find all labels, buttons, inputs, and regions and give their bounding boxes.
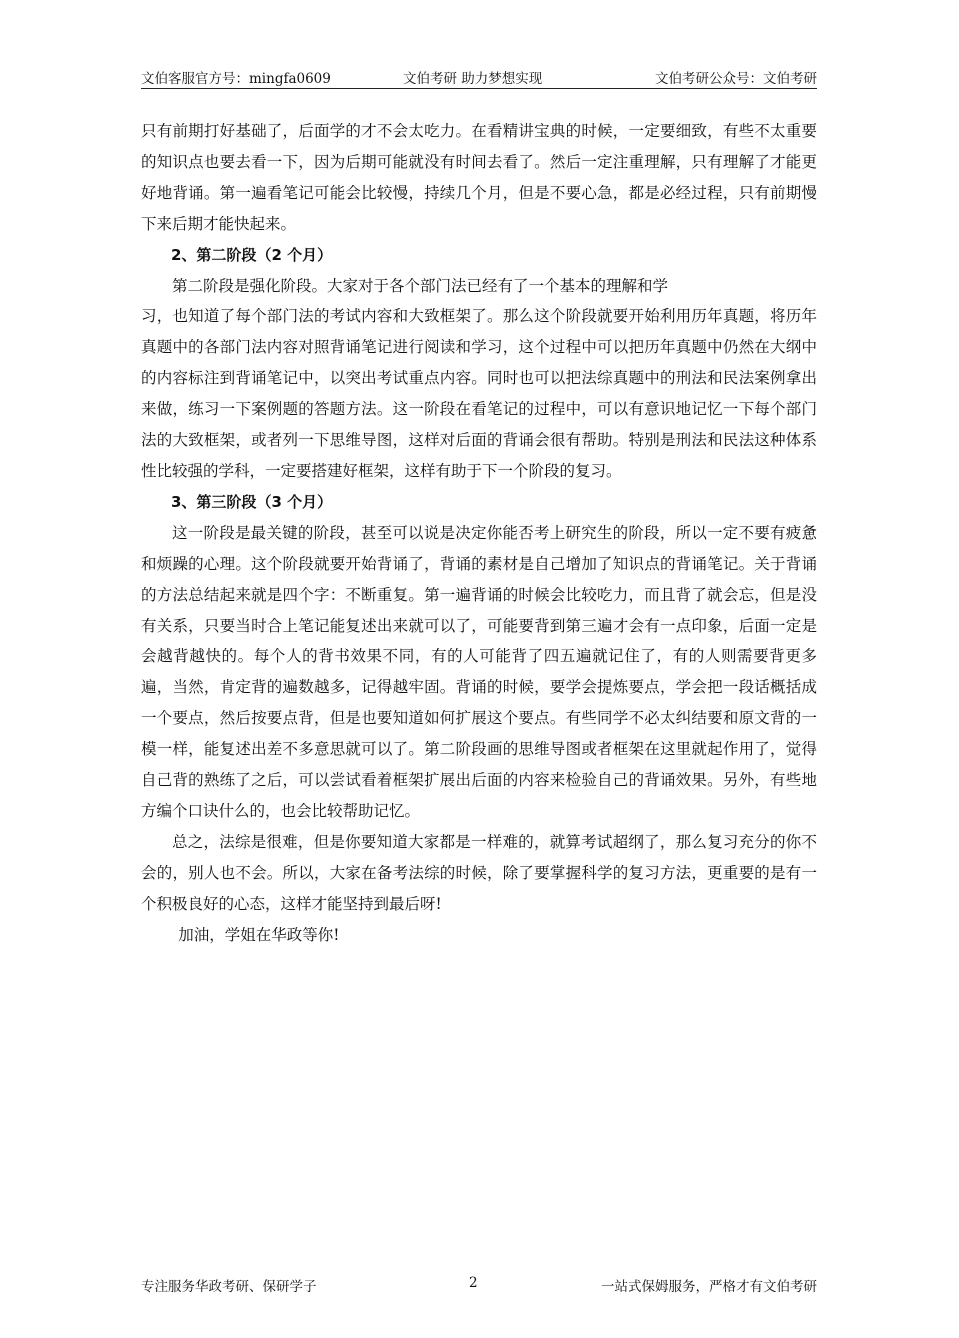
footer-tagline-right: 一站式保姆服务，严格才有文伯考研 <box>601 1279 817 1295</box>
header-service-account: 文伯客服官方号：mingfa0609 <box>141 71 331 87</box>
footer-tagline-left: 专注服务华政考研、保研学子 <box>141 1279 317 1295</box>
header-public-account: 文伯考研公众号：文伯考研 <box>655 71 817 87</box>
paragraph-stage-one-end: 只有前期打好基础了，后面学的才不会太吃力。在看精讲宝典的时候，一定要细致，有些不太重要的知识点也要去看一下，因为后期可能就没有时间去看了。然后一定注重理解，只有理解了才能更好地背诵。第一遍看笔记可能会比较慢，持续几个月，但是不要心急，都是必经过程，只有前期慢下来后期才能快起来。 <box>141 122 817 233</box>
paragraph-stage-three: 这一阶段是最关键的阶段，甚至可以说是决定你能否考上研究生的阶段，所以一定不要有疲惫和烦躁的心理。这个阶段就要开始背诵了，背诵的素材是自己增加了知识点的背诵笔记。关于背诵的方法总结起来就是四个字：不断重复。第一遍背诵的时候会比较吃力，而且背了就会忘，但是没有关系，只要当时合上笔记能复述出来就可以了，可能要背到第三遍才会有一点印象，后面一定是会越背越快的。每个人的背书效果不同，有的人可能背了四五遍就记住了，有的人则需要背更多遍，当然，肯定背的遍数越多，记得越牢固。背诵的时候，要学会提炼要点，学会把一段话概括成一个要点，然后按要点背，但是也要知道如何扩展这个要点。有些同学不必太纠结要和原文背的一模一样，能复述出差不多意思就可以了。第二阶段画的思维导图或者框架在这里就起作用了，觉得自己背的熟练了之后，可以尝试看着框架扩展出后面的内容来检验自己的背诵效果。另外，有些地方编个口诀什么的，也会比较帮助记忆。 <box>141 523 817 820</box>
heading-stage-two: 2、第二阶段（2 个月） <box>171 245 333 264</box>
heading-stage-three: 3、第三阶段（3 个月） <box>171 492 333 511</box>
paragraph-summary: 总之，法综是很难，但是你要知道大家都是一样难的，就算考试超纲了，那么复习充分的你不会的，别人也不会。所以，大家在备考法综的时候，除了要掌握科学的复习方法，更重要的是有一个积极良好的心态，这样才能坚持到最后呀! <box>141 832 817 913</box>
page-number: 2 <box>469 1275 478 1291</box>
paragraph-stage-two-body: 习，也知道了每个部门法的考试内容和大致框架了。那么这个阶段就要开始利用历年真题，将历年真题中的各部门法内容对照背诵笔记进行阅读和学习，这个过程中可以把历年真题中仍然在大纲中的内容标注到背诵笔记中，以突出考试重点内容。同时也可以把法综真题中的刑法和民法案例拿出来做，练习一下案例题的答题方法。这一阶段在看笔记的过程中，可以有意识地记忆一下每个部门法的大致框架，或者列一下思维导图，这样对后面的背诵会很有帮助。特别是刑法和民法这种体系性比较强的学科，一定要搭建好框架，这样有助于下一个阶段的复习。 <box>141 307 817 480</box>
header-slogan: 文伯考研 助力梦想实现 <box>403 71 543 87</box>
page-footer <box>141 1275 817 1295</box>
paragraph-encouragement: 加油，学姐在华政等你! <box>178 925 340 944</box>
paragraph-stage-two-intro: 第二阶段是强化阶段。大家对于各个部门法已经有了一个基本的理解和学 <box>172 276 669 295</box>
page-header <box>141 66 817 89</box>
document-body <box>141 116 817 950</box>
